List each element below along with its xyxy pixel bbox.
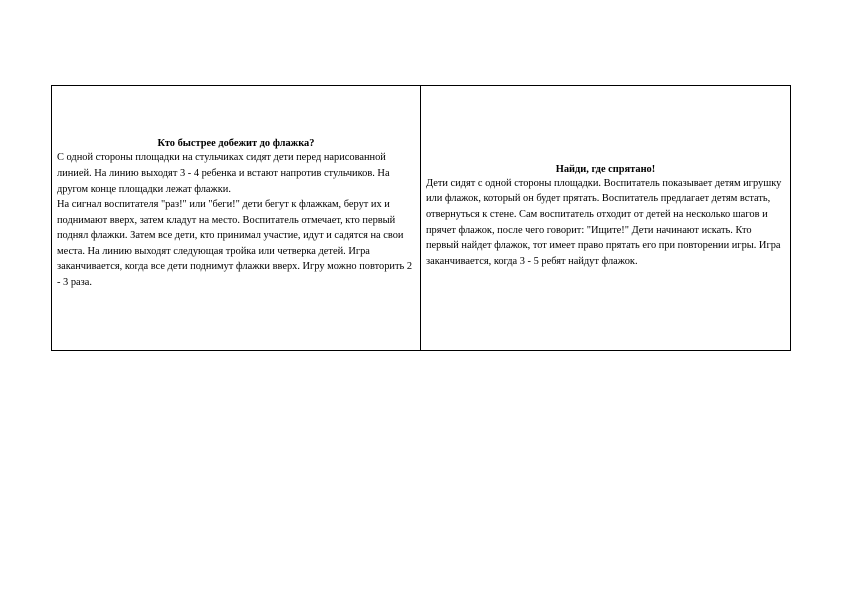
card-paragraph: С одной стороны площадки на стульчиках сидят дети перед нарисованной линией. На линию выходят 3 - 4 ребенка и встают напротив стульчиков. На другом конце площадки лежат флажки.: [57, 152, 390, 195]
card-paragraph: На сигнал воспитателя "раз!" или "беги!" дети бегут к флажкам, берут их и поднимают вверх, затем кладут на место. Воспитатель отмечает, кто первый поднял флажки. Затем все дети, кто принимал участие, идут и садятся на свои места. На линию выходят следующая тройка или четверка детей. Игра заканчивается, когда все дети поднимут флажки вверх. Игру можно повторить 2 - 3 раза.: [57, 199, 413, 289]
card-content: [57, 137, 415, 290]
card-content: [426, 163, 785, 270]
card-title: Кто быстрее добежит до флажка?: [157, 138, 315, 150]
card-cell-find-hidden: [421, 86, 790, 350]
card-cell-flag-race: [52, 86, 421, 350]
game-cards-table: [51, 85, 791, 351]
card-title: Найди, где спрятано!: [555, 163, 656, 175]
card-paragraph: Дети сидят с одной стороны площадки. Воспитатель показывает детям игрушку или флажок, который он будет прятать. Воспитатель предлагает детям встать, отвернуться к стене. Сам воспитатель отходит от детей на несколько шагов и прячет флажок, после чего говорит: "Ищите!" Дети начинают искать. Кто первый найдет флажок, тот имеет право прятать его при повторении игры. Игра заканчивается, когда 3 - 5 ребят найдут флажок.: [426, 177, 782, 267]
